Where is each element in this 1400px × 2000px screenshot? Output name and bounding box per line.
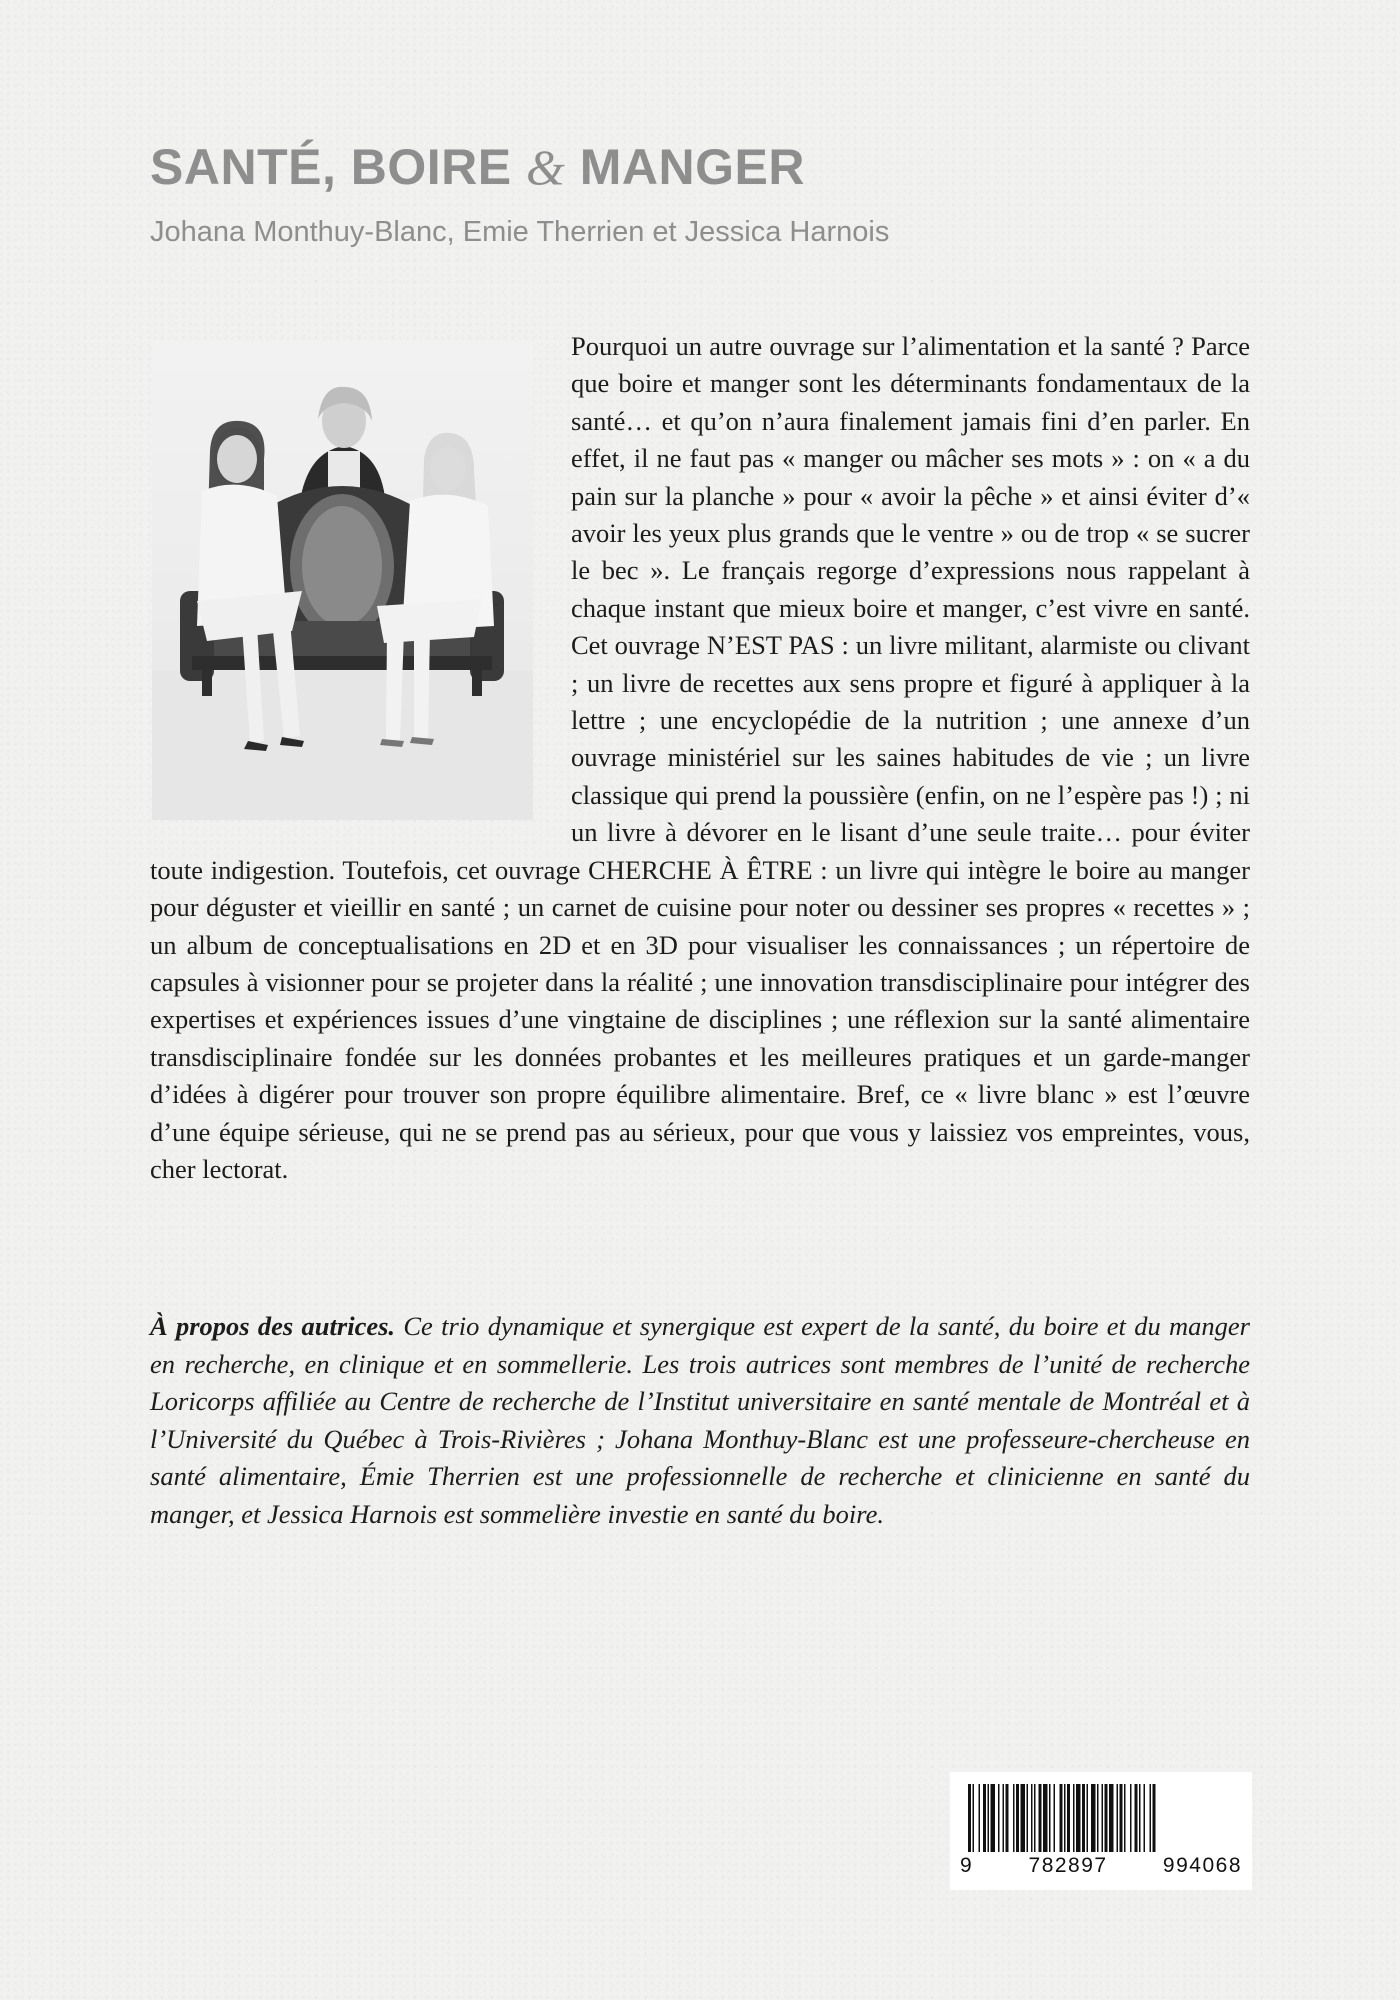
authors-photo <box>152 341 533 820</box>
isbn-digit-first: 9 <box>960 1854 974 1877</box>
isbn-number <box>960 1854 1242 1878</box>
barcode-bars <box>968 1784 1234 1864</box>
about-authors-lead: À propos des autrices. <box>150 1311 396 1341</box>
book-authors: Johana Monthuy-Blanc, Emie Therrien et Jessica Harnois <box>150 216 890 248</box>
title-ampersand: & <box>525 139 566 195</box>
about-authors-text: Ce trio dynamique et synergique est expert de la santé, du boire et du manger en recherche, en clinique et en sommellerie. Les trois autrices sont membres de l’unité de recherche Loricorps affiliée au Centre de recherche de l’Institut universitaire en santé mentale de Montréal et à l’Université du Québec à Trois-Rivières ; Johana Monthuy-Blanc est une professeure-chercheuse en santé alimentaire, Émie Therrien est une professionnelle de recherche et clinicienne en santé du manger, et Jessica Harnois est sommelière investie en santé du boire. <box>150 1311 1250 1529</box>
isbn-barcode <box>950 1772 1252 1890</box>
about-authors <box>150 1308 1250 1534</box>
title-part-2: MANGER <box>565 139 805 195</box>
isbn-group-left: 782897 <box>1028 1854 1108 1877</box>
title-part-1: SANTÉ, BOIRE <box>150 139 526 195</box>
book-title <box>150 139 805 195</box>
back-cover-blurb <box>150 328 1250 1188</box>
blurb-text: Pourquoi un autre ouvrage sur l’alimentation et la santé ? Parce que boire et manger sont les déterminants fondamentaux de la santé… et qu’on n’aura finalement jamais fini d’en parler. En effet, il ne faut pas « manger ou mâcher ses mots » : on « a du pain sur la planche » pour « avoir la pêche » et ainsi éviter d’« avoir les yeux plus grands que le ventre » ou de trop « se sucrer le bec ». Le français regorge d’expressions nous rappelant à chaque instant que mieux boire et manger, c’est vivre en santé. Cet ouvrage N’EST PAS : un livre militant, alarmiste ou clivant ; un livre de recettes aux sens propre et figuré à appliquer à la lettre ; une encyclopédie de la nutrition ; une annexe d’un ouvrage ministériel sur les saines habitudes de vie ; un livre classique qui prend la poussière (enfin, on ne l’espère pas !) ; ni un livre à dévorer en le lisant d’une seule traite… pour éviter toute indigestion. Toutefois, cet ouvrage CHERCHE À ÊTRE : un livre qui intègre le boire au manger pour déguster et vieillir en santé ; un carnet de cuisine pour noter ou dessiner ses propres « recettes » ; un album de conceptualisations en 2D et en 3D pour visualiser les connaissances ; un répertoire de capsules à visionner pour se projeter dans la réalité ; une innovation transdisciplinaire pour intégrer des expertises et expériences issues d’une vingtaine de disciplines ; une réflexion sur la santé alimentaire transdisciplinaire fondée sur les données probantes et les meilleures pratiques et un garde-manger d’idées à digérer pour trouver son propre équilibre alimentaire. Bref, ce « livre blanc » est l’œuvre d’une équipe sérieuse, qui ne se prend pas au sérieux, pour que vous y laissiez vos empreintes, vous, cher lectorat. <box>150 331 1250 1184</box>
isbn-group-right: 994068 <box>1162 1854 1242 1877</box>
